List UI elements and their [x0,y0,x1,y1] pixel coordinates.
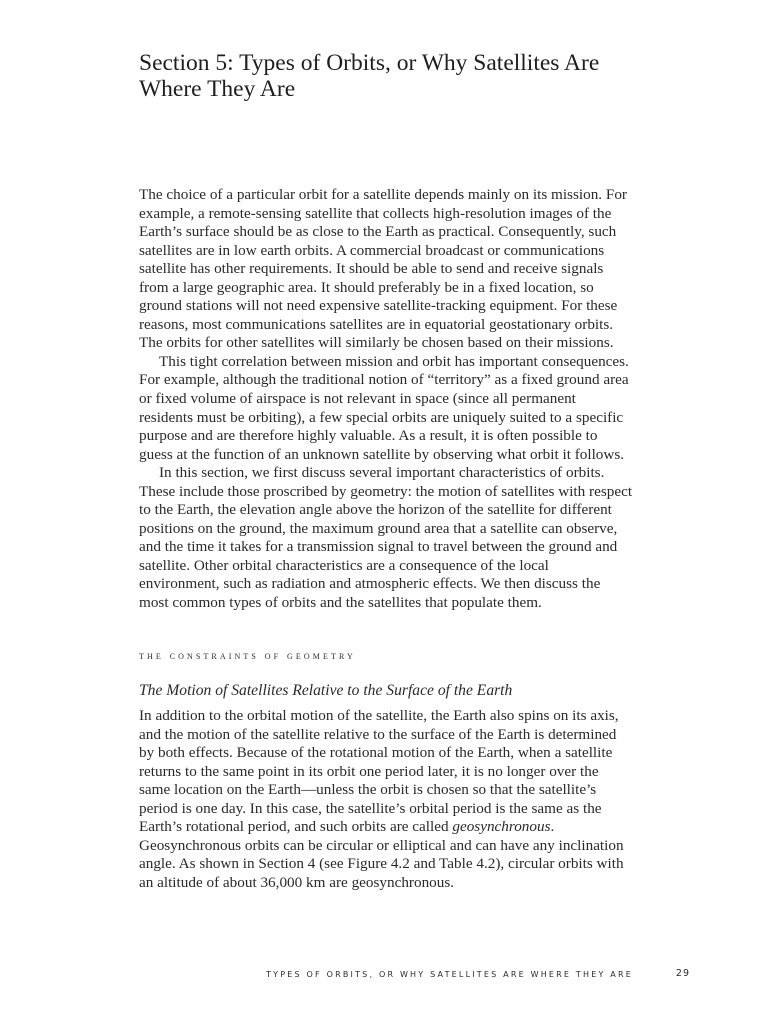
paragraph: This tight correlation between mission and orbit has important consequences. For example, although the traditional notion of “territory” as a fixed ground area or fixed volume of airspace is not relevant in space (since all permanent residents must be orbiting), a few special orbits are uniquely suited to a specific purpose and are therefore highly valuable. As a result, it is often possible to guess at the function of an unknown satellite by observing what orbit it follows. [139,352,629,463]
subsection-heading: The Motion of Satellites Relative to the Surface of the Earth [139,682,513,699]
defined-term: geosynchronous [452,818,551,836]
paragraph-text: In addition to the orbital motion of the satellite, the Earth also spins on its axis, and the motion of the satellite relative to the surface of the Earth is determined by both effects. Because of the rotational motion of the Earth, when a satellite returns to the same point in its orbit one period later, it is no longer over the same location on the Earth—unless the orbit is chosen so that the satellite’s period is one day. In this case, the satellite’s orbital period is the same as the Earth’s rotational period, and such orbits are called [139,707,619,836]
paragraph: In this section, we first discuss several important characteristics of orbits. These include those proscribed by geometry: the motion of satellites with respect to the Earth, the elevation angle above the horizon of the satellite for different positions on the ground, the maximum ground area that a satellite can observe, and the time it takes for a transmission signal to travel between the ground and satellite. Other orbital characteristics are a consequence of the local environment, such as radiation and atmospheric effects. We then discuss the most common types of orbits and the satellites that populate them. [139,464,633,612]
intro-section [139,186,633,613]
constraints-section [139,707,633,892]
section-heading: the constraints of geometry [139,650,356,662]
running-footer: TYPES OF ORBITS, OR WHY SATELLITES ARE WHERE THEY ARE [266,970,633,979]
paragraph-text: . Geosynchronous orbits can be circular or elliptical and can have any inclination angle. As shown in Section 4 (see Figure 4.2 and Table 4.2), circular orbits with an altitude of about 36,000 km are geosynchronous. [139,818,624,891]
page-title: Section 5: Types of Orbits, or Why Satellites Are Where They Are [139,50,600,102]
paragraph [139,707,633,892]
paragraph: The choice of a particular orbit for a satellite depends mainly on its mission. For example, a remote-sensing satellite that collects high-resolution images of the Earth’s surface should be as close to the Earth as practical. Consequently, such satellites are in low earth orbits. A commercial broadcast or communications satellite has other requirements. It should be able to send and receive signals from a large geographic area. It should preferably be in a fixed location, so ground stations will not need expensive satellite-tracking equipment. For these reasons, most communications satellites are in equatorial geostationary orbits. The orbits for other satellites will similarly be chosen based on their missions. [139,186,627,352]
page-number: 29 [675,968,690,979]
